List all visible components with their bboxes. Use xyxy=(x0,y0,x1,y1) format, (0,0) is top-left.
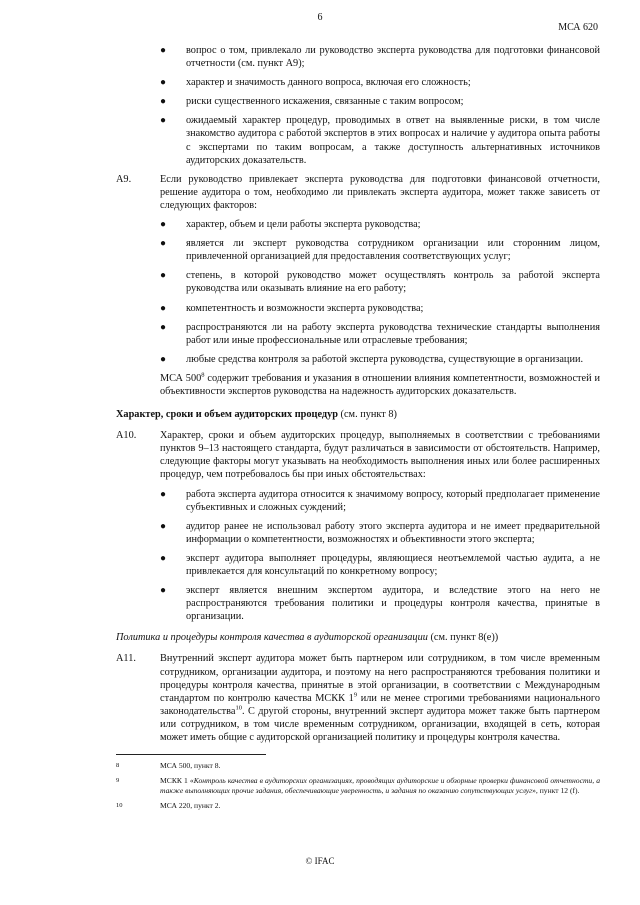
bullet-icon: ● xyxy=(160,219,167,231)
list-item: ● работа эксперта аудитора относится к значимому вопросу, который предполагает применение субъективных и сложных суждений; xyxy=(160,488,600,513)
bullet-icon: ● xyxy=(160,238,167,250)
list-item: ● аудитор ранее не использовал работу этого эксперта аудитора и не имеет предварительной информации о компетентности, возможностях и объективности этого эксперта; xyxy=(160,520,600,545)
bullet-icon: ● xyxy=(160,585,167,597)
footnote-ref: 8 xyxy=(201,371,205,379)
bullet-icon: ● xyxy=(160,77,167,89)
list-item: ● ожидаемый характер процедур, проводимых в ответ на выявленные риски, в том числе знакомство аудитора с работой экспертов в этих вопросах и наличие у аудитора опыта работы с экспертами по таким вопросам, а также доступность альтернативных источников аудиторских доказательств. xyxy=(160,115,600,166)
list-item: ● распространяются ли на работу эксперта руководства технические стандарты выполнения работ или иные профессиональные или отраслевые требования; xyxy=(160,321,600,346)
bullet-icon: ● xyxy=(160,302,167,314)
paragraph-a9: А9. Если руководство привлекает эксперта руководства для подготовки финансовой отчетности, решение аудитора о том, необходимо ли привлекать эксперта аудитора, может также зависеть от следующих факторов: xyxy=(116,173,600,211)
bullet-icon: ● xyxy=(160,488,167,500)
subsection-heading: Политика и процедуры контроля качества в аудиторской организации (см. пункт 8(е)) xyxy=(116,632,499,644)
paragraph-number: А11. xyxy=(116,653,136,665)
footnote-ref: 9 xyxy=(353,691,358,699)
page-number: 6 xyxy=(317,12,323,23)
paragraph-a10: А10. Характер, сроки и объем аудиторских процедур, выполняемых в соответствии с требованиями пунктов 9–13 настоящего стандарта, будут различаться в зависимости от обстоятельств. Например, следующие факторы могут указывать на необходимость выполнения иных или более расширенных процедур, чем потребовалось бы при иных обстоятельствах: xyxy=(116,430,600,481)
paragraph-a9-note: МСА $500^8$ содержит требования и указания в отношении влияния компетентности, возможностей и объективности экспертов руководства на надежность аудиторских доказательств. xyxy=(160,371,601,397)
footnote-number: 10 xyxy=(116,801,123,809)
list-item: ● вопрос о том, привлекало ли руководство эксперта руководства для подготовки финансовой отчетности (см. пункт А9); xyxy=(160,45,600,70)
list-item: ● компетентность и возможности эксперта руководства; xyxy=(160,302,424,314)
page-footer: © IFAC xyxy=(305,856,335,866)
list-item: ● любые средства контроля за работой эксперта руководства, существующие в организации. xyxy=(160,353,584,365)
paragraph-number: А10. xyxy=(116,430,137,442)
footnote: 8 МСА 500, пункт 8. xyxy=(116,761,221,771)
bullet-icon: ● xyxy=(160,270,167,282)
footnote: 10 МСА 220, пункт 2. xyxy=(116,800,221,810)
footnote-number: 9 xyxy=(116,776,120,784)
footnote: 9 МСКК 1 «Контроль качества в аудиторских организациях, проводящих аудиторские и обзорные проверки финансовой отчетности, а также выполняющих прочие задания, обеспечивающие уверенность, и задания по оказанию сопутствующих услуг», пункт 12 (f). xyxy=(116,775,600,795)
page-content xyxy=(116,44,600,815)
list-item: ● является ли эксперт руководства сотрудником организации или сторонним лицом, привлеченной организацией для предоставления соответствующих услуг; xyxy=(160,238,600,263)
list-item: ● риски существенного искажения, связанные с таким вопросом; xyxy=(160,96,464,108)
list-item: ● характер и значимость данного вопроса, включая его сложность; xyxy=(160,77,471,89)
list-item: ● эксперт аудитора выполняет процедуры, являющиеся неотъемлемой частью аудита, а не привлекается для консультаций по конкретному вопросу; xyxy=(160,552,600,577)
list-item: ● характер, объем и цели работы эксперта руководства; xyxy=(160,219,421,231)
footnote-divider xyxy=(116,754,266,755)
bullet-icon: ● xyxy=(160,520,167,532)
section-heading: Характер, сроки и объем аудиторских процедур (см. пункт 8) xyxy=(116,409,397,421)
bullet-icon: ● xyxy=(160,552,167,564)
bullet-icon: ● xyxy=(160,96,167,108)
paragraph-number: А9. xyxy=(116,173,132,185)
paragraph-a11: А11. Внутренний эксперт аудитора может быть партнером или сотрудником, в том числе временным сотрудником, организации аудитора, и поэтому на него распространяются требования политики и процедуры контроля качества, принятые в этой организации, в соответствии с Международным стандартом по контролю качества МСКК $1^9$ или не менее строгими требованиями национального законодательства$^{10}$. С другой стороны, внутренний эксперт аудитора может также быть партнером или сотрудником, в том числе временным сотрудником, организации, входящей в сеть, которая может иметь общие с аудиторской организацией политику и процедуры контроля качества. xyxy=(116,653,600,744)
bullet-icon: ● xyxy=(160,353,167,365)
footnote-number: 8 xyxy=(116,762,120,770)
list-item: ● степень, в которой руководство может осуществлять контроль за работой эксперта руководства или оказывать влияние на его работу; xyxy=(160,270,600,295)
bullet-icon: ● xyxy=(160,115,167,127)
standard-code: МСА 620 xyxy=(558,22,598,33)
bullet-icon: ● xyxy=(160,321,167,333)
footnote-ref: 10 xyxy=(235,704,242,712)
bullet-icon: ● xyxy=(160,45,167,56)
list-item: ● эксперт является внешним экспертом аудитора, и вследствие этого на него не распространяются требования политики и процедуры контроля качества, принятые в организации. xyxy=(160,585,600,623)
